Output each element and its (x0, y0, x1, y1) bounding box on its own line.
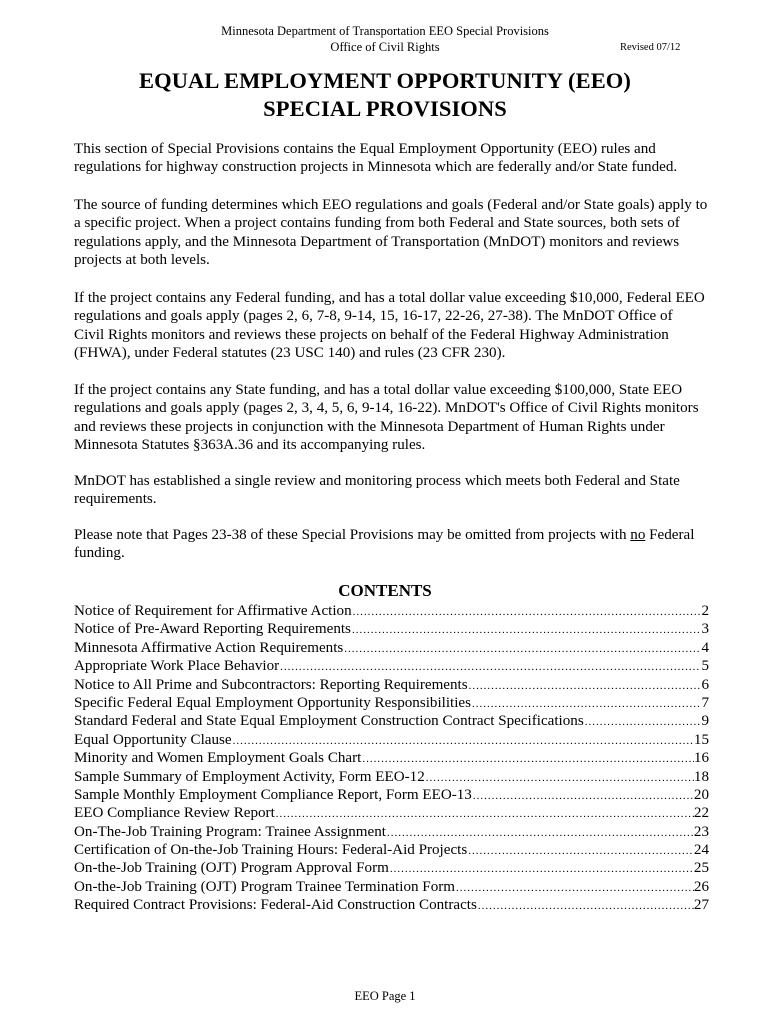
toc-entry-title: Notice of Pre-Award Reporting Requirements (74, 621, 351, 638)
toc-leader-dots (472, 787, 694, 804)
toc-entry (74, 639, 709, 657)
paragraph-line: If the project contains any State funding, and has a total dollar value exceeding $100,000, State EEO (74, 382, 683, 398)
toc-entry (74, 768, 709, 786)
toc-entry-page: 22 (693, 805, 709, 822)
toc-entry-page: 20 (693, 786, 709, 803)
toc-entry-page: 6 (701, 676, 709, 693)
paragraph-omitted-pages (74, 526, 714, 563)
toc-entry-title: Notice of Requirement for Affirmative Action (74, 603, 352, 619)
toc-entry (74, 676, 709, 694)
toc-leader-dots (386, 824, 694, 841)
toc-entry (74, 878, 709, 896)
toc-entry-title: Minnesota Affirmative Action Requirements (74, 639, 344, 656)
paragraph-line: funding. (74, 545, 125, 562)
paragraph-funding-source (74, 196, 714, 270)
toc-entry-title: On-The-Job Training Program: Trainee Assignment (74, 823, 386, 840)
toc-entry (74, 896, 709, 914)
paragraph-line (74, 526, 714, 544)
paragraph-line: This section of Special Provisions contains the Equal Employment Opportunity (EEO) rules and (74, 141, 656, 157)
paragraph-line: projects at both levels. (74, 252, 210, 269)
paragraph-review-process (74, 472, 714, 509)
toc-entry-page: 4 (701, 639, 709, 656)
toc-entry-page: 3 (701, 621, 709, 638)
toc-leader-dots (361, 750, 694, 767)
paragraph-line: (FHWA), under Federal statutes (23 USC 140) and rules (23 CFR 230). (74, 345, 506, 362)
toc-entry (74, 804, 709, 822)
toc-entry-page: 23 (693, 823, 709, 840)
toc-leader-dots (477, 897, 694, 914)
toc-entry-title: Appropriate Work Place Behavior (74, 658, 280, 675)
paragraph-line: regulations for highway construction projects in Minnesota which are federally and/or State funded. (74, 159, 678, 176)
toc-entry-page: 24 (693, 842, 709, 859)
toc-entry-title: Equal Opportunity Clause (74, 731, 232, 748)
toc-entry-title: EEO Compliance Review Report (74, 805, 275, 822)
paragraph-line: a specific project. When a project contains funding from both Federal and State sources, both sets of (74, 215, 680, 232)
toc-entry (74, 786, 709, 804)
header-agency: Minnesota Department of Transportation EEO Special Provisions (221, 24, 549, 38)
toc-entry-page: 5 (701, 658, 709, 675)
toc-entry-title: On-the-Job Training (OJT) Program Approval Form (74, 860, 389, 877)
paragraph-line: Civil Rights monitors and reviews these projects on behalf of the Federal Highway Administration (74, 326, 669, 343)
paragraph-text: Please note that Pages 23-38 of these Special Provisions may be omitted from projects with (74, 527, 631, 543)
toc-entry (74, 823, 709, 841)
toc-entry-title: Notice to All Prime and Subcontractors: Reporting Requirements (74, 676, 468, 693)
paragraph-intro (74, 140, 714, 177)
toc-entry (74, 694, 709, 712)
paragraph-line: regulations apply, and the Minnesota Department of Transportation (MnDOT) monitors and reviews (74, 233, 680, 250)
toc-leader-dots (275, 805, 694, 822)
toc-leader-dots (389, 860, 694, 877)
toc-entry (74, 620, 709, 638)
toc-leader-dots (425, 769, 694, 786)
paragraph-line: The source of funding determines which EEO regulations and goals (Federal and/or State goals) apply to (74, 197, 708, 213)
toc-entry (74, 712, 709, 730)
paragraph-line: Minnesota Statutes §363A.36 and its accompanying rules. (74, 437, 426, 454)
document-title-line-2: SPECIAL PROVISIONS (263, 96, 507, 121)
toc-entry-title: Required Contract Provisions: Federal-Aid Construction Contracts (74, 897, 477, 914)
document-title-line-1: EQUAL EMPLOYMENT OPPORTUNITY (EEO) (138, 68, 632, 93)
toc-leader-dots (279, 658, 701, 675)
toc-entry-page: 16 (693, 750, 709, 767)
toc-leader-dots (584, 713, 702, 730)
toc-entry-title: Standard Federal and State Equal Employment Construction Contract Specifications (74, 713, 584, 730)
toc-entry (74, 657, 709, 675)
paragraph-text: Federal (645, 527, 695, 543)
paragraph-line: MnDOT has established a single review and monitoring process which meets both Federal and State (74, 473, 680, 489)
toc-leader-dots (351, 621, 702, 638)
toc-leader-dots (455, 879, 694, 896)
toc-entry-page: 15 (693, 731, 709, 748)
page-footer: EEO Page 1 (354, 989, 416, 1003)
toc-entry-page: 18 (693, 768, 709, 785)
paragraph-line: regulations and goals apply (pages 2, 6, 7-8, 9-14, 15, 16-17, 22-26, 27-38). The MnDOT Office of (74, 308, 673, 325)
toc-entry (74, 731, 709, 749)
toc-entry-page: 9 (701, 713, 709, 730)
toc-entry (74, 859, 709, 877)
table-of-contents (74, 602, 709, 915)
toc-entry-title: Sample Summary of Employment Activity, Form EEO-12 (74, 768, 425, 785)
toc-leader-dots (232, 732, 694, 749)
toc-entry-page: 7 (701, 694, 709, 711)
paragraph-state-funding (74, 381, 714, 455)
toc-leader-dots (352, 603, 702, 620)
header-office: Office of Civil Rights (330, 40, 440, 54)
contents-heading: CONTENTS (338, 581, 432, 600)
revision-date: Revised 07/12 (620, 42, 681, 53)
toc-entry (74, 602, 709, 620)
toc-leader-dots (343, 640, 701, 657)
toc-entry (74, 749, 709, 767)
paragraph-line: requirements. (74, 491, 157, 508)
paragraph-line: and reviews these projects in conjunction with the Minnesota Department of Human Rights under (74, 418, 665, 435)
toc-entry-page: 27 (693, 897, 709, 914)
paragraph-line: regulations and goals apply (pages 2, 3, 4, 5, 6, 9-14, 16-22). MnDOT's Office of Civil Rights monitors (74, 400, 699, 417)
toc-leader-dots (468, 677, 702, 694)
toc-entry-page: 26 (693, 878, 709, 895)
toc-entry-page: 2 (701, 603, 709, 619)
toc-entry-title: Sample Monthly Employment Compliance Report, Form EEO-13 (74, 786, 472, 803)
toc-entry-title: Specific Federal Equal Employment Opportunity Responsibilities (74, 694, 471, 711)
paragraph-federal-funding (74, 289, 714, 363)
toc-entry-title: On-the-Job Training (OJT) Program Trainee Termination Form (74, 878, 456, 895)
toc-entry-page: 25 (693, 860, 709, 877)
paragraph-line: If the project contains any Federal funding, and has a total dollar value exceeding $10,000, Federal EEO (74, 290, 705, 306)
toc-leader-dots (471, 695, 701, 712)
toc-entry-title: Minority and Women Employment Goals Chart (74, 750, 362, 767)
toc-entry (74, 841, 709, 859)
underlined-word: no (630, 527, 646, 543)
toc-entry-title: Certification of On-the-Job Training Hours: Federal-Aid Projects (74, 842, 468, 859)
toc-leader-dots (467, 842, 694, 859)
